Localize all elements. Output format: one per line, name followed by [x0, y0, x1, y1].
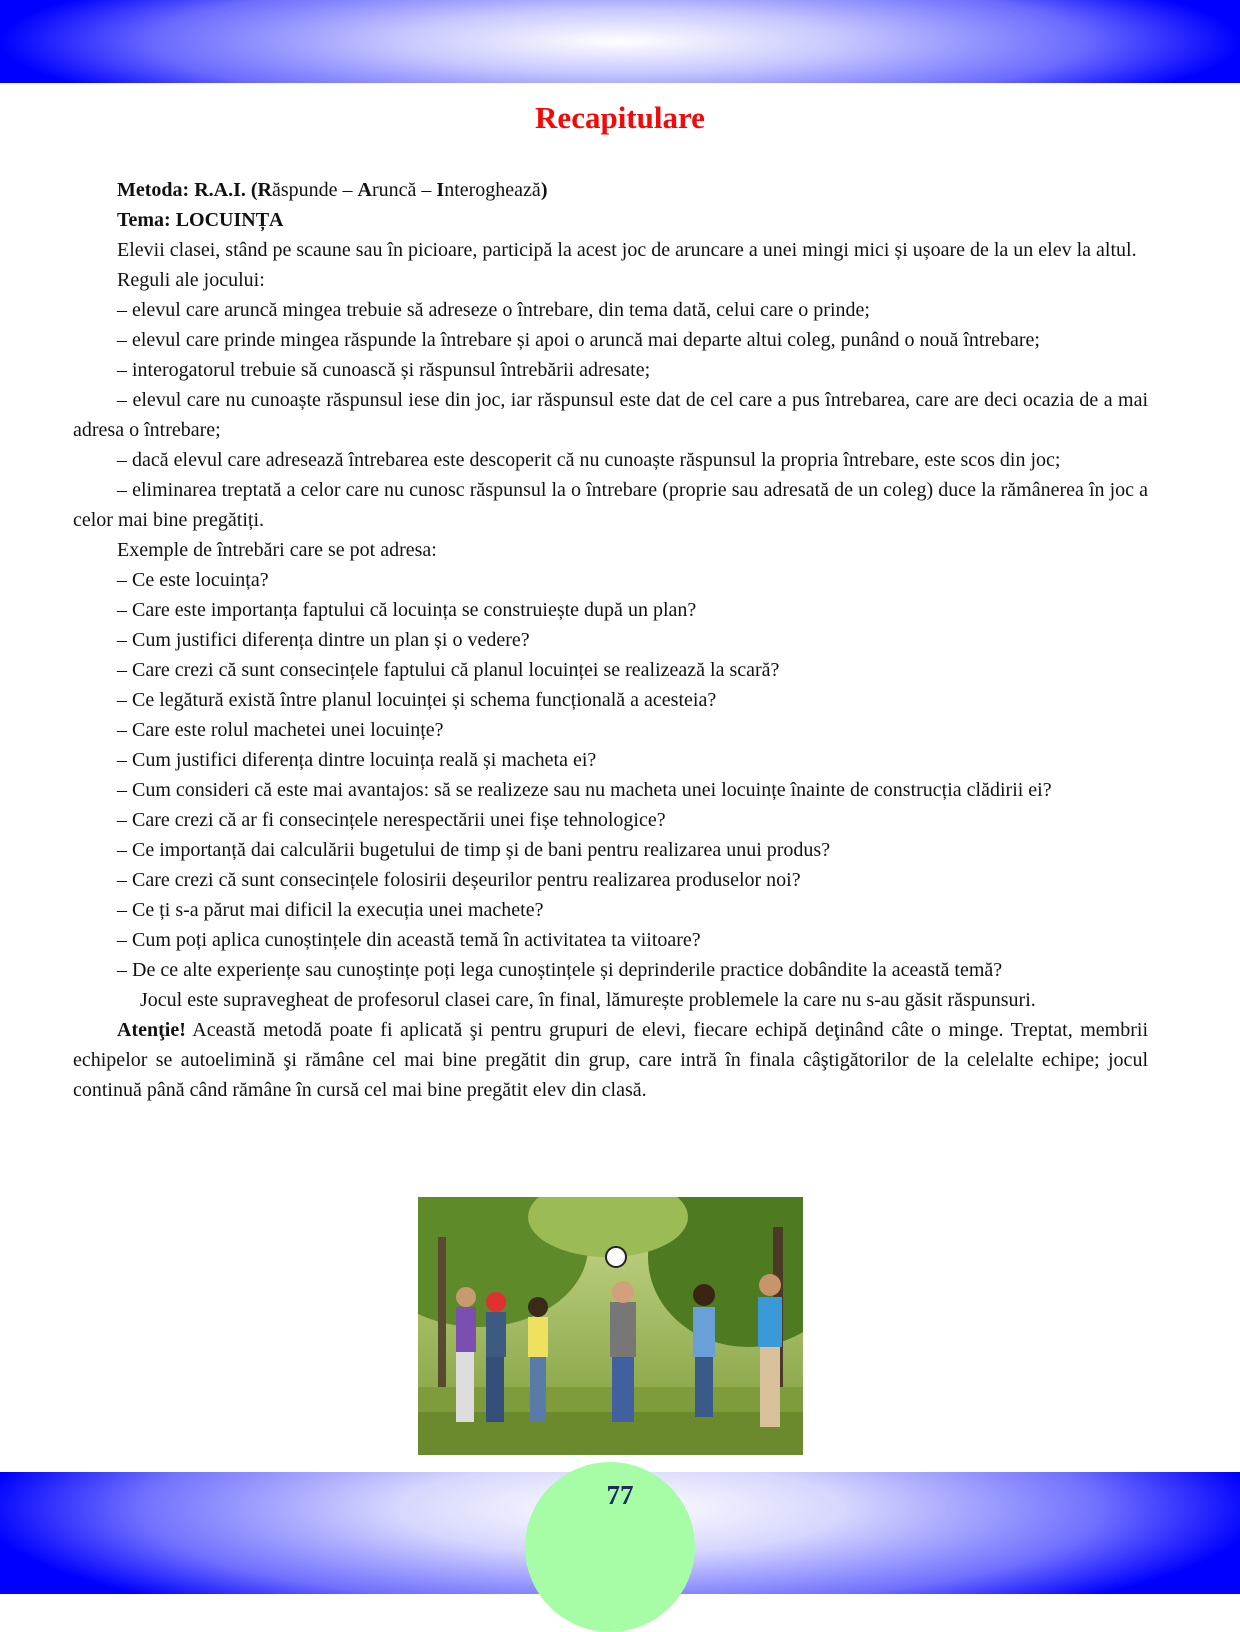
rule-item: – elevul care prinde mingea răspunde la întrebare și apoi o aruncă mai departe altui coleg, punând o nouă întrebare; — [117, 329, 1040, 351]
page-content — [73, 175, 1148, 1105]
question-item: – Ce legătură există între planul locuinței și schema funcțională a acesteia? — [117, 689, 717, 711]
page-title: Recapitulare — [535, 100, 705, 135]
attention-label: Atenţie! — [117, 1019, 186, 1041]
method-i: I — [436, 179, 445, 201]
method-i-rest: nteroghează — [444, 179, 541, 201]
children-playing-ball-photo — [418, 1197, 803, 1455]
intro-paragraph: Elevii clasei, stând pe scaune sau în picioare, participă la acest joc de aruncare a unei mingi mici și ușoare de la un elev la altul. — [117, 239, 1137, 261]
theme-line: Tema: LOCUINȚA — [117, 209, 284, 231]
method-a: A — [357, 179, 372, 201]
method-r-rest: ăspunde – — [271, 179, 358, 201]
examples-heading: Exemple de întrebări care se pot adresa: — [117, 539, 437, 561]
attention-text: Această metodă poate fi aplicată şi pentru grupuri de elevi, fiecare echipă deţinând câte o minge. Treptat, membrii echipelor se autoelimină şi rămâne cel mai bine pregătit din grup, care intră în finala câştigătorilor de la celelalte echipe; jocul continuă până când rămâne în cursă cel mai bine pregătit elev din clasă. — [73, 1019, 1148, 1101]
question-item: – De ce alte experiențe sau cunoștințe poți lega cunoștințele și deprinderile practice dobândite la această temă? — [117, 959, 1003, 981]
method-line — [73, 175, 1148, 205]
question-item: – Cum justifici diferența dintre un plan și o vedere? — [117, 629, 530, 651]
page-number: 77 — [606, 1480, 634, 1510]
rule-item: – elevul care aruncă mingea trebuie să adreseze o întrebare, din tema dată, celui care o prinde; — [117, 299, 870, 321]
question-item: – Care este importanța faptului că locuința se construiește după un plan? — [117, 599, 697, 621]
method-close: ) — [540, 179, 548, 201]
question-item: – Care crezi că ar fi consecințele nerespectării unei fișe tehnologice? — [117, 809, 666, 831]
method-a-rest: runcă – — [371, 179, 437, 201]
question-item: – Ce este locuința? — [117, 569, 269, 591]
header-banner — [0, 0, 1240, 83]
question-item: – Care crezi că sunt consecințele faptului că planul locuinței se realizează la scară? — [117, 659, 780, 681]
rule-item: – interogatorul trebuie să cunoască și răspunsul întrebării adresate; — [117, 359, 651, 381]
method-r: R — [257, 179, 272, 201]
rule-item: – dacă elevul care adresează întrebarea este descoperit că nu cunoaște răspunsul la propria întrebare, este scos din joc; — [117, 449, 1061, 471]
question-item: – Care crezi că sunt consecințele folosirii deșeurilor pentru realizarea produselor noi? — [117, 869, 801, 891]
question-item: – Ce importanță dai calculării bugetului de timp și de bani pentru realizarea unui produs? — [117, 839, 831, 861]
supervision-paragraph: Jocul este supravegheat de profesorul clasei care, în final, lămurește problemele la care nu s-au găsit răspunsuri. — [140, 989, 1036, 1011]
method-label: Metoda: R.A.I. ( — [117, 179, 258, 201]
attention-paragraph — [73, 1015, 1148, 1105]
question-item: – Care este rolul machetei unei locuințe? — [117, 719, 444, 741]
rule-item: – elevul care nu cunoaște răspunsul iese din joc, iar răspunsul este dat de cel care a pus întrebarea, care are deci ocazia de a mai adresa o întrebare; — [73, 389, 1148, 441]
rule-item: – eliminarea treptată a celor care nu cunosc răspunsul la o întrebare (proprie sau adresată de un coleg) duce la rămânerea în joc a celor mai bine pregătiți. — [73, 479, 1148, 531]
question-item: – Cum justifici diferența dintre locuința reală și macheta ei? — [117, 749, 597, 771]
question-item: – Cum consideri că este mai avantajos: să se realizeze sau nu macheta unei locuințe înainte de construcția clădirii ei? — [117, 779, 1052, 801]
question-item: – Cum poți aplica cunoștințele din această temă în activitatea ta viitoare? — [117, 929, 701, 951]
question-item: – Ce ți s-a părut mai dificil la execuția unei machete? — [117, 899, 544, 921]
rules-heading: Reguli ale jocului: — [117, 269, 265, 291]
